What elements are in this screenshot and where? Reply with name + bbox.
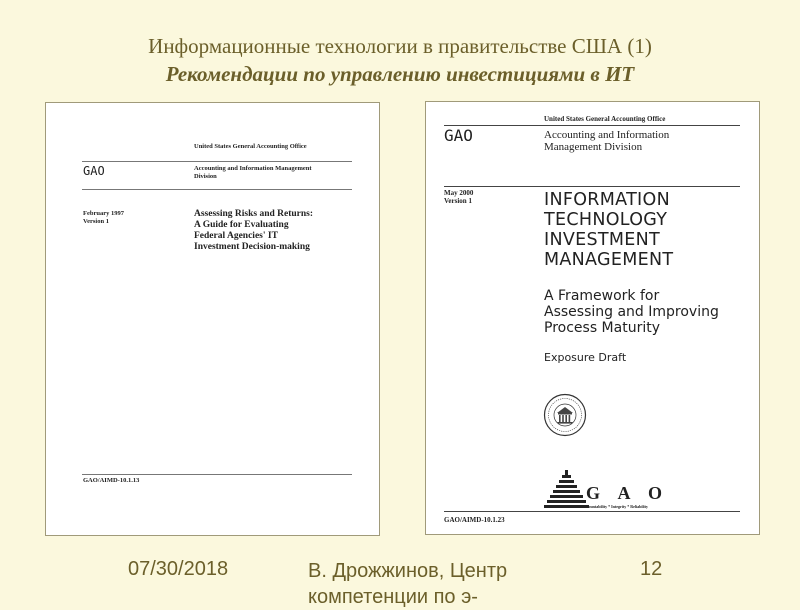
- doc2-rule-bottom: [444, 511, 740, 512]
- doc1-title: [194, 209, 313, 253]
- doc2-agency: United States General Accounting Office: [544, 115, 666, 123]
- doc2-division-line2: Management Division: [544, 141, 643, 153]
- doc2-subtitle-line1: A Framework for: [544, 288, 660, 304]
- doc1-division-line1: Accounting and Information Management: [194, 165, 312, 172]
- doc2-subtitle-line2: Assessing and Improving: [544, 304, 719, 320]
- doc1-gao: GAO: [83, 164, 105, 178]
- doc2-rule-mid: [444, 186, 740, 187]
- gao-logo-tagline: Accountability * Integrity * Reliability: [582, 504, 648, 509]
- doc1-title-line1: Assessing Risks and Returns:: [194, 209, 314, 219]
- doc2-title-line4: MANAGEMENT: [544, 250, 674, 270]
- doc2-division-line1: Accounting and Information: [544, 129, 670, 141]
- doc2-rule-top: [444, 125, 740, 126]
- document-cover-2000: [425, 101, 760, 535]
- footer-author: В. Дрожжинов, Центр компетенции по э-: [308, 560, 508, 608]
- doc1-title-line4: Investment Decision-making: [194, 242, 310, 252]
- doc1-rule-top: [82, 161, 352, 162]
- doc1-division: [194, 165, 312, 181]
- doc1-report-number: GAO/AIMD-10.1.13: [83, 477, 140, 484]
- footer-page-number: 12: [640, 558, 663, 580]
- doc1-date: February 1997: [83, 210, 124, 217]
- doc1-rule-mid: [82, 189, 352, 190]
- slide-title: Информационные технологии в правительстве США (1): [148, 34, 652, 58]
- doc2-title-line2: TECHNOLOGY: [544, 210, 668, 230]
- doc1-title-line3: Federal Agencies' IT: [194, 231, 278, 241]
- doc2-subtitle: [544, 288, 719, 336]
- doc2-title-line1: INFORMATION: [544, 190, 670, 210]
- doc1-title-line2: A Guide for Evaluating: [194, 220, 289, 230]
- document-cover-1997: [45, 102, 380, 536]
- doc2-date-block: [444, 189, 473, 205]
- doc1-division-line2: Division: [194, 173, 217, 180]
- doc1-date-block: [83, 210, 124, 226]
- footer-date: 07/30/2018: [128, 558, 229, 580]
- doc2-title-line3: INVESTMENT: [544, 230, 661, 250]
- slide-subtitle: Рекомендации по управлению инвестициями в ИТ: [165, 62, 635, 86]
- doc1-version: Version 1: [83, 218, 109, 225]
- doc2-gao: GAO: [444, 126, 473, 145]
- seal-icon: [543, 393, 587, 437]
- doc2-division: [544, 129, 669, 153]
- doc2-version: Version 1: [444, 197, 472, 205]
- doc2-report-number: GAO/AIMD-10.1.23: [444, 516, 505, 524]
- doc2-title: [544, 190, 673, 270]
- doc2-date: May 2000: [444, 189, 474, 197]
- doc1-rule-bottom: [82, 474, 352, 475]
- doc1-agency: United States General Accounting Office: [194, 143, 307, 150]
- gao-logo-word: G A O: [586, 483, 670, 503]
- doc2-exposure-draft: Exposure Draft: [544, 351, 627, 364]
- doc2-subtitle-line3: Process Maturity: [544, 320, 660, 336]
